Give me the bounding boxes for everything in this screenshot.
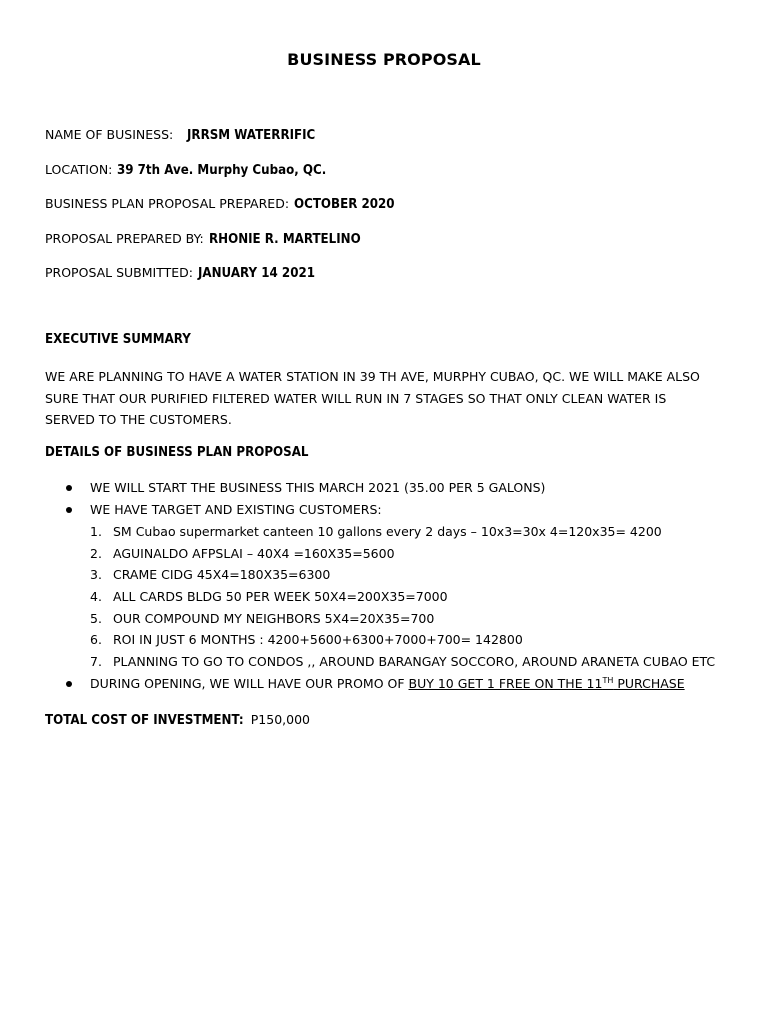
bullet-icon (66, 681, 72, 687)
field-value: OCTOBER 2020 (294, 196, 395, 212)
list-item: 3. CRAME CIDG 45X4=180X35=6300 (90, 567, 331, 582)
field-label: PROPOSAL PREPARED BY: (45, 231, 204, 246)
executive-summary-body: WE ARE PLANNING TO HAVE A WATER STATION IN 39 TH AVE, MURPHY CUBAO, QC. WE WILL MAKE ALSO SURE THAT OUR PURIFIED FILTERED WATER WILL RUN IN 7 STAGES SO THAT ONLY CLEAN WATER IS SERVED TO THE CUSTOMERS. (45, 369, 700, 427)
field-value: JANUARY 14 2021 (198, 265, 316, 281)
executive-summary-heading: EXECUTIVE SUMMARY (45, 331, 191, 347)
list-item: 4. ALL CARDS BLDG 50 PER WEEK 50X4=200X35=7000 (90, 589, 448, 604)
field-label: LOCATION: (45, 162, 113, 177)
promo-text: BUY 10 GET 1 FREE ON THE 11TH PURCHASE (408, 675, 685, 691)
list-item: 7. PLANNING TO GO TO CONDOS ,, AROUND BARANGAY SOCCORO, AROUND ARANETA CUBAO ETC (90, 654, 716, 669)
field-label: PROPOSAL SUBMITTED: (45, 265, 194, 280)
field-value: 39 7th Ave. Murphy Cubao, QC. (117, 162, 327, 178)
list-item: 5. OUR COMPOUND MY NEIGHBORS 5X4=20X35=700 (90, 611, 435, 626)
field-location (45, 159, 355, 178)
field-business-name (45, 124, 333, 143)
field-submitted (45, 262, 331, 281)
field-plan-prepared (45, 193, 408, 212)
list-item: 2. AGUINALDO AFPSLAI – 40X4 =160X35=5600 (90, 546, 395, 561)
document-title: BUSINESS PROPOSAL (287, 50, 481, 69)
field-label: NAME OF BUSINESS: (45, 127, 174, 142)
field-prepared-by (45, 228, 381, 247)
list-item: 1. SM Cubao supermarket canteen 10 gallons every 2 days – 10x3=30x 4=120x35= 4200 (90, 524, 662, 539)
bullet-item-promo: DURING OPENING, WE WILL HAVE OUR PROMO OF BUY 10 GET 1 FREE ON THE 11TH PURCHASE (90, 675, 685, 691)
bullet-item-start: WE WILL START THE BUSINESS THIS MARCH 2021 (35.00 PER 5 GALONS) (90, 480, 546, 495)
bullet-item-customers: WE HAVE TARGET AND EXISTING CUSTOMERS: (90, 502, 382, 517)
total-cost (45, 709, 310, 728)
field-value: RHONIE R. MARTELINO (208, 231, 361, 247)
list-item: 6. ROI IN JUST 6 MONTHS : 4200+5600+6300+7000+700= 142800 (90, 632, 523, 647)
bullet-icon (66, 485, 72, 491)
total-label: TOTAL COST OF INVESTMENT: (45, 712, 244, 728)
field-value: JRRSM WATERRIFIC (187, 127, 316, 143)
bullet-icon (66, 507, 72, 513)
details-heading: DETAILS OF BUSINESS PLAN PROPOSAL (45, 444, 309, 460)
total-value: P150,000 (250, 712, 310, 727)
field-label: BUSINESS PLAN PROPOSAL PREPARED: (45, 196, 290, 211)
